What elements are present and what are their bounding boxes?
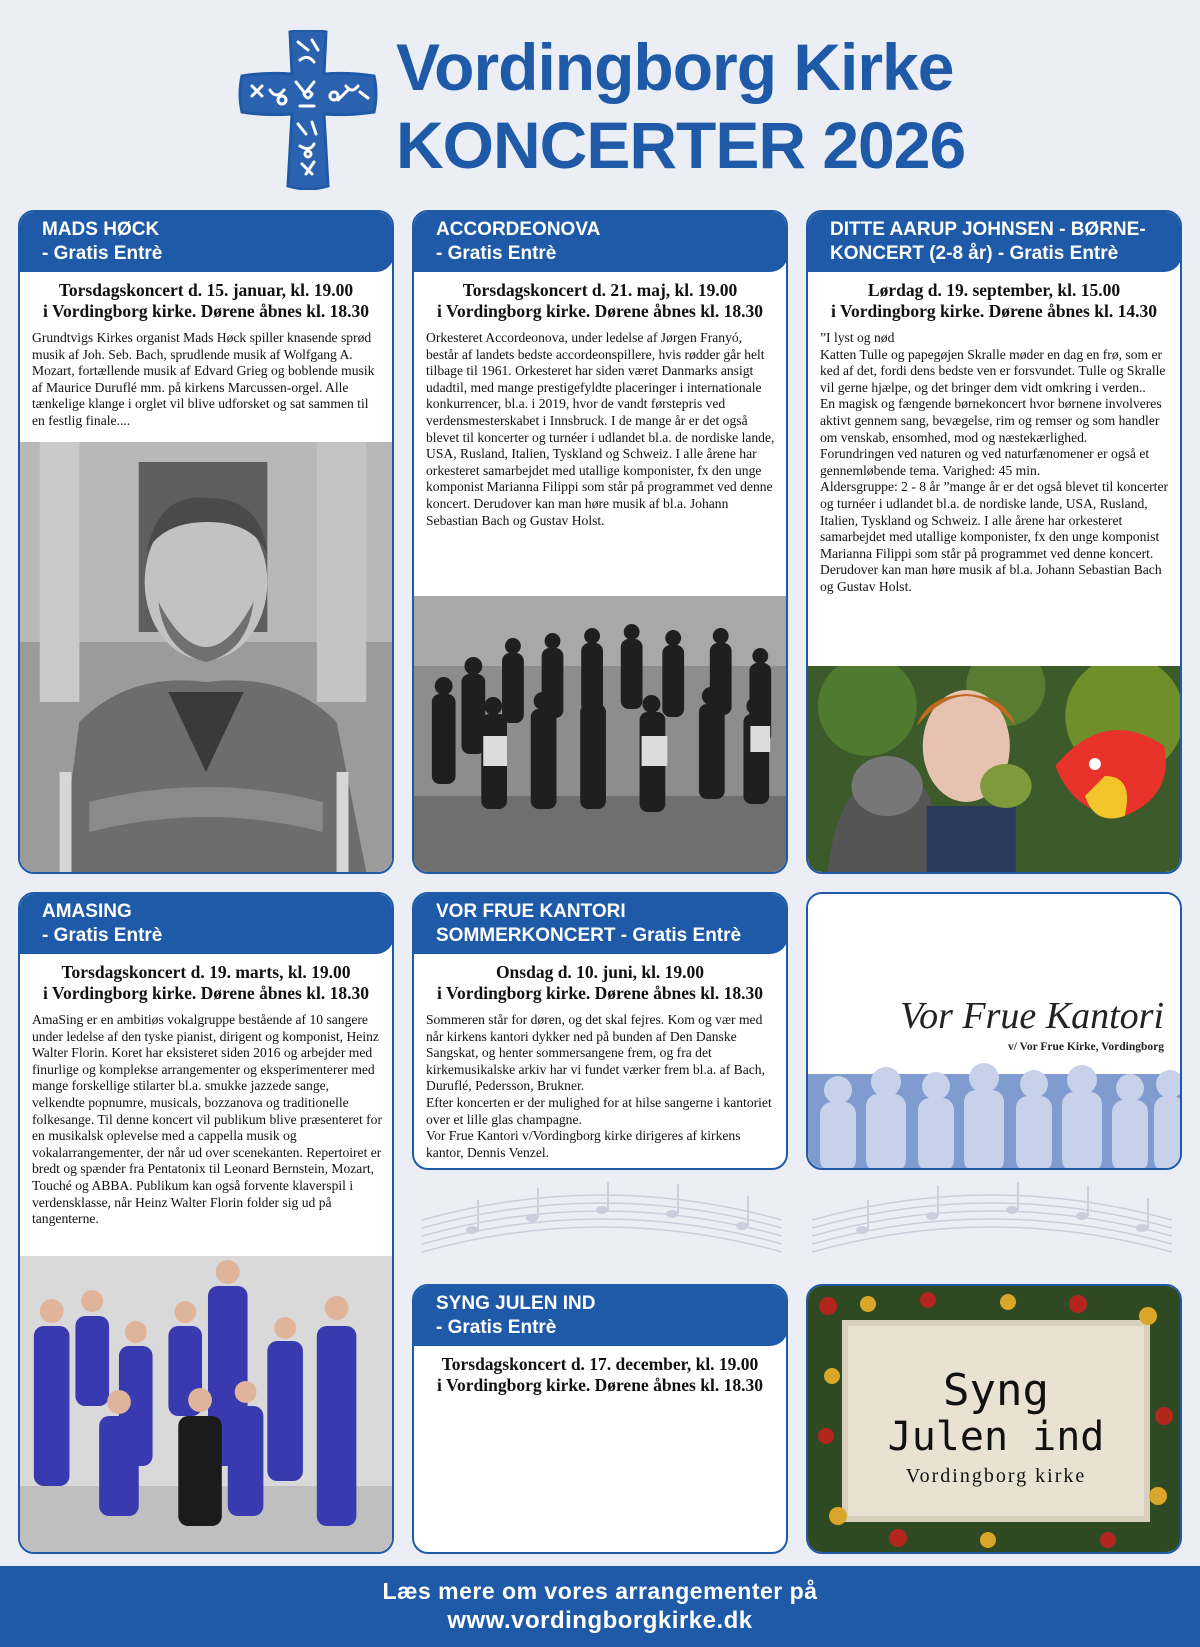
concert-card-amasing: [18, 892, 394, 1554]
page-footer: [0, 1566, 1200, 1647]
concert-title-tab: AMASING - Gratis Entrè: [20, 894, 394, 954]
jul-logo-line3: Vordingborg kirke: [905, 1465, 1087, 1487]
concert-datetime: Torsdagskoncert d. 19. marts, kl. 19.00 i Vordingborg kirke. Dørene åbnes kl. 18.30: [43, 962, 369, 1003]
kantori-logo-name: Vor Frue Kantori: [900, 995, 1164, 1037]
concert-description: Orkesteret Accordeonova, under ledelse af Jørgen Franyó, består af landets bedste accordeonspillere, hvis rødder går helt tilbage til 1961. Orkesteret har siden været Danmarks ansigt udadtil, med mange prestigefyldte placeringer i internationale konkurrencer, bl.a. i 2019, hvor de vandt førstepris ved verdensmesterskabet i Innsbruck. I de mange år er det også blevet til koncerter og turnéer i udlandet bl.a. de nordiske lande, USA, Rusland, Italien, Tyskland og Schweiz. I alle årene har orkesteret samarbejdet med utallige komponister, fx den unge komponist Marianna Filippi som står på programmet ved denne koncert. Derudover kan man høre musik af bl.a. Johann Sebastian Bach og Gustav Holst.: [426, 330, 775, 528]
page-subtitle: KONCERTER 2026: [396, 108, 966, 182]
concert-card-syng-julen-ind: [412, 1284, 788, 1554]
page-header: [0, 0, 1200, 205]
footer-text: Læs mere om vores arrangementer på: [382, 1578, 818, 1604]
concert-card-vor-frue-kantori: [412, 892, 788, 1170]
concert-title-tab: SYNG JULEN IND - Gratis Entrè: [414, 1286, 788, 1346]
jul-logo-line2: Julen ind: [887, 1414, 1105, 1460]
music-notes-decoration: [412, 1180, 1182, 1270]
concert-description: ”I lyst og nød Katten Tulle og papegøjen Skralle møder en dag en frø, som er ked af det, fordi dens bedste ven er forsvundet. Tulle og Skralle vil gerne hjælpe, og det bringer dem vidt omkring i verden.. En magisk og fængende børnekoncert hvor børnene involveres aktivt gennem sang, bevægelse, rim og remser og som handler om venskab, ensomhed, mod og næstekærlighed. Forundringen ved naturen og ved naturfænomener er også et gennemløbende tema. Varighed: 45 min. Aldersgruppe: 2 - 8 år ”mange år er det også blevet til koncerter og turnéer i udlandet bl.a. de nordiske lande, USA, Rusland, Italien, Tyskland og Schweiz. I alle årene har orkesteret samarbejdet med utallige komponister, fx den unge komponist Marianna Filippi som står på programmet ved denne koncert. Derudover kan man høre musik af bl.a. Johann Sebastian Bach og Gustav Holst.: [820, 330, 1169, 594]
concert-datetime: Lørdag d. 19. september, kl. 15.00 i Vordingborg kirke. Dørene åbnes kl. 14.30: [831, 280, 1157, 321]
photo-amasing: [20, 1256, 392, 1552]
photo-puppets: [808, 666, 1180, 872]
concert-card-accordeonova: [412, 210, 788, 874]
photo-accordeonova: [414, 596, 786, 872]
concert-title-tab: MADS HØCK - Gratis Entrè: [20, 212, 394, 272]
concert-description: Grundtvigs Kirkes organist Mads Høck spiller knasende sprød musik af Joh. Seb. Bach, sprudlende musik af Wolfgang A. Mozart, fortællende musik af Edvard Grieg og boblende musik af Maurice Duruflé mm. på kirkens Marcussen-orgel. Alle tænkelige klange i orglet vil blive udforsket og sat sammen til en festlig finale....: [32, 330, 375, 428]
concert-datetime: Torsdagskoncert d. 17. december, kl. 19.00 i Vordingborg kirke. Dørene åbnes kl. 18.30: [437, 1354, 763, 1395]
concert-datetime: Torsdagskoncert d. 21. maj, kl. 19.00 i Vordingborg kirke. Dørene åbnes kl. 18.30: [437, 280, 763, 321]
concert-description: AmaSing er en ambitiøs vokalgruppe bestående af 10 sangere under ledelse af den tyske pianist, dirigent og komponist, Heinz Walter Florin. Koret har eksisteret siden 2016 og arbejder med finurlige og komplekse arrangementer og eksperimenterer med mange forskellige stilarter bl.a. smukke jazzede sange, velkendte popnumre, musicals, bozzanova og traditionelle folkesange. Til denne koncert vil publikum blive præsenteret for en musikalsk oplevelse med a cappella musik og vokalarrangementer, der når ud over scenekanten. Repertoiret er bredt og spænder fra Pentatonix til Leonard Bernstein, Mozart, Touché og ABBA. Publikum kan også forvente klaverspil i verdensklasse, når Heinz Walter Florin folder sig ud på tangenterne.: [32, 1012, 382, 1227]
concert-datetime: Onsdag d. 10. juni, kl. 19.00 i Vordingborg kirke. Dørene åbnes kl. 18.30: [437, 962, 763, 1003]
concert-title-tab: VOR FRUE KANTORI SOMMERKONCERT - Gratis Entrè: [414, 894, 788, 954]
concert-title-tab: DITTE AARUP JOHNSEN - BØRNE- KONCERT (2-8 år) - Gratis Entrè: [808, 212, 1182, 272]
concert-card-mads-hock: [18, 210, 394, 874]
concert-card-ditte-aarup-johnsen: [806, 210, 1182, 874]
church-cross-logo: [238, 30, 378, 190]
kantori-logo: [806, 892, 1182, 1170]
concert-description: Sommeren står for døren, og det skal fejres. Kom og vær med når kirkens kantori dykker ned på bunden af Den Danske Sangskat, og henter sommersangene frem, og fra det kirkemusikalske arkiv har vi fundet værker frem bl.a. af Bach, Duruflé, Pedersson, Brukner. Efter koncerten er der mulighed for at hilse sangerne i kantoriet over et lille glas champagne. Vor Frue Kantori v/Vordingborg kirke dirigeres af kirkens kantor, Dennis Venzel.: [426, 1012, 772, 1160]
jul-logo-line1: Syng: [943, 1365, 1049, 1416]
photo-mads-hock: [20, 442, 392, 872]
kantori-logo-sub: v/ Vor Frue Kirke, Vordingborg: [1007, 1041, 1164, 1053]
concert-datetime: Torsdagskoncert d. 15. januar, kl. 19.00 i Vordingborg kirke. Dørene åbnes kl. 18.30: [43, 280, 369, 321]
concert-title-tab: ACCORDEONOVA - Gratis Entrè: [414, 212, 788, 272]
page-title: Vordingborg Kirke: [396, 30, 954, 104]
website-link[interactable]: www.vordingborgkirke.dk: [447, 1607, 753, 1634]
syng-julen-ind-image: [806, 1284, 1182, 1554]
